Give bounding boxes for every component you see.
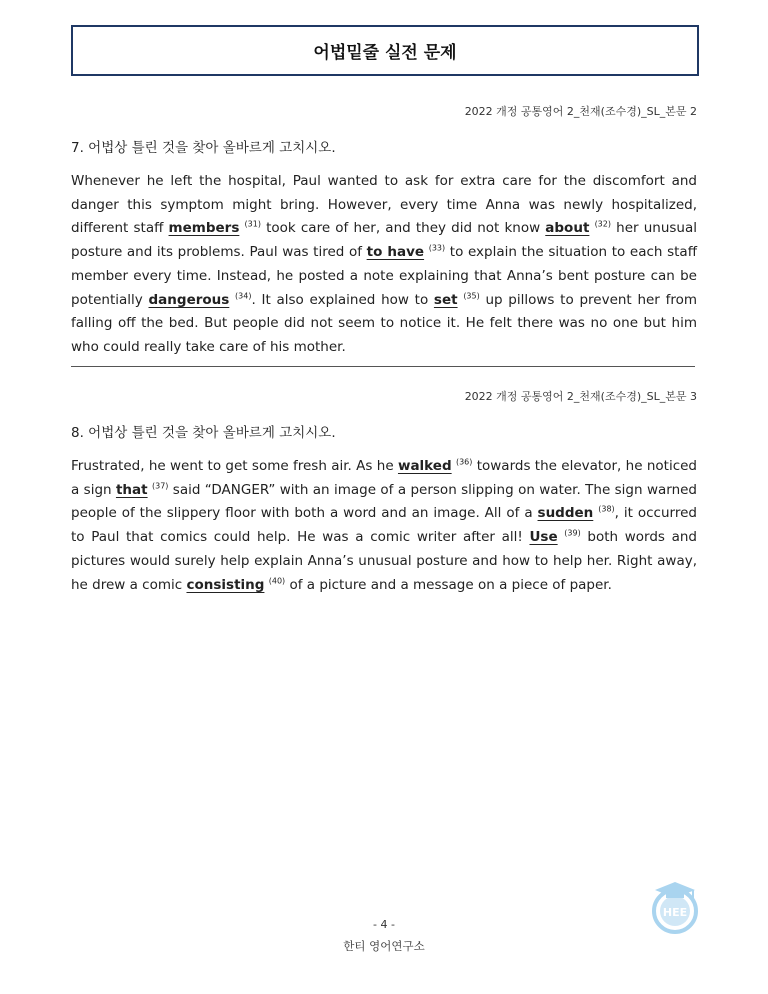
underlined-word-40: consisting — [186, 576, 265, 593]
graduation-cap-icon — [650, 880, 700, 934]
item-number-36: (36) — [455, 457, 473, 467]
underlined-word-34: dangerous — [148, 291, 230, 308]
underlined-word-32: about — [545, 220, 590, 237]
passage-7 — [71, 170, 697, 360]
page-number: - 4 - — [373, 918, 395, 931]
divider — [71, 366, 695, 367]
item-number-31: (31) — [244, 219, 261, 229]
underlined-word-37: that — [115, 481, 148, 498]
logo-text: HEE — [662, 906, 688, 919]
underlined-word-33: to have — [366, 244, 425, 261]
underlined-word-38: sudden — [537, 505, 594, 522]
passage-text: took care of her, and they did not know — [260, 220, 546, 237]
passage-text: . It also explained how to — [251, 291, 434, 308]
item-number-33: (33) — [428, 243, 446, 253]
title-box — [71, 25, 699, 76]
passage-text: of a picture and a message on a piece of paper. — [285, 576, 612, 593]
question-7: 7. 어법상 틀린 것을 찾아 올바르게 고치시오. — [71, 140, 336, 156]
passage-text: up pillows to prevent her from falling off the bed. But people did not seem to notice it. He felt there was no one but him who could really take care of his mother. — [71, 291, 697, 355]
passage-text: to explain the situation to each staff member every time. Instead, he posted a note explaining that Anna’s bent posture can be potentially — [71, 244, 697, 308]
hee-logo — [650, 880, 700, 934]
organization-name: 한티 영어연구소 — [343, 939, 425, 953]
passage-8 — [71, 455, 697, 597]
source-label: 2022 개정 공통영어 2_천재(조수경)_SL_본문 3 — [464, 390, 697, 403]
passage-text: both words and pictures would surely help explain Anna’s unusual posture and how to help her. Right away, he drew a comic — [71, 529, 697, 593]
item-number-37: (37) — [151, 481, 169, 491]
passage-text: her unusual posture and its problems. Paul was tired of — [71, 220, 697, 261]
passage-text: , it occurred to Paul that comics could help. He was a comic writer after all! — [71, 505, 697, 546]
passage-text: towards the elevator, he noticed a sign — [71, 458, 697, 498]
underlined-word-39: Use — [529, 529, 558, 546]
item-number-38: (38) — [598, 504, 615, 514]
item-number-32: (32) — [594, 219, 611, 229]
page-title: 어법밑줄 실전 문제 — [313, 43, 457, 63]
underlined-word-35: set — [433, 291, 458, 308]
passage-text: Whenever he left the hospital, Paul wanted to ask for extra care for the discomfort and danger this symptom might bring. However, every time Anna was newly hospitalized, different staff — [71, 173, 697, 237]
passage-text: said “DANGER” with an image of a person slipping on water. The sign warned people of the slippery floor with both a word and an image. All of a — [71, 481, 698, 522]
item-number-40: (40) — [268, 576, 286, 586]
item-number-39: (39) — [564, 528, 581, 538]
underlined-word-36: walked — [397, 458, 452, 474]
item-number-35: (35) — [463, 291, 480, 301]
question-8: 8. 어법상 틀린 것을 찾아 올바르게 고치시오. — [71, 425, 336, 441]
source-label: 2022 개정 공통영어 2_천재(조수경)_SL_본문 2 — [464, 105, 697, 118]
item-number-34: (34) — [235, 291, 252, 301]
passage-text: Frustrated, he went to get some fresh air. As he — [71, 458, 398, 474]
underlined-word-31: members — [168, 220, 240, 237]
